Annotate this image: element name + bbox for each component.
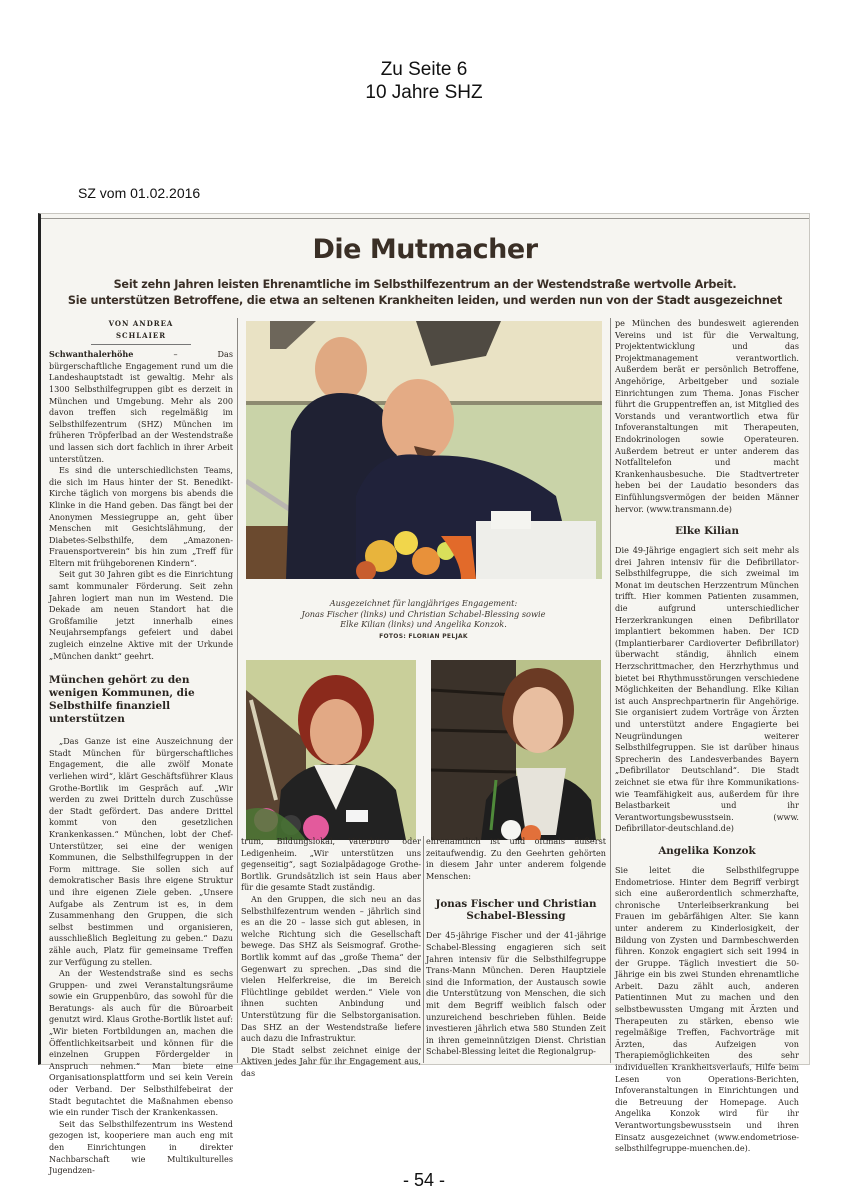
dateline: Schwanthalerhöhe: [49, 349, 134, 360]
caption-line: Ausgezeichnet für langjähriges Engagement:: [329, 598, 518, 608]
column-divider: [423, 836, 424, 1063]
photo-credit: FOTOS: FLORIAN PELJAK: [379, 632, 468, 640]
paragraph: Der 45-jährige Fischer und der 41-jährige Schabel-Blessing engagieren sich seit Jahren intensiv für die Selbsthilfegruppe Trans-Mann München. Deren Hauptziele sind die Information, der Austausch sowie die Unterstützung von Menschen, die sich mit dem Begriff weiblich falsch oder unzureichend beschrieben fühlen. Beide investieren jährlich etwa 580 Stunden Zeit in ihren gemeinnützigen Dienst. Christian Schabel-Blessing leitet die Regionalgrup-: [426, 930, 606, 1057]
article-column-2: [241, 836, 421, 1079]
section-heading-fischer-schabel-blessing: Jonas Fischer und Christian Schabel-Blessing: [435, 898, 597, 923]
page-number: - 54 -: [402, 1170, 445, 1190]
lead-paragraph: Schwanthalerhöhe – Das bürgerschaftliche Engagement rund um die Landeshauptstadt ist gewaltig. Mehr als 1300 Selbsthilfegruppen gibt es derzeit in München und Umgebung. Mehr als 200 davon treffen sich regelmäßig im Selbsthilfezentrum (SHZ) München im früheren Tröpferlbad an der Westendstraße und lassen sich dort fachlich in ihrer Arbeit unterstützen.: [49, 349, 233, 464]
page-header-line2: 10 Jahre SHZ: [365, 82, 483, 103]
article-headline: Die Mutmacher: [312, 234, 538, 265]
article-column-3: [426, 836, 606, 1058]
paragraph: Sie leitet die Selbsthilfegruppe Endometriose. Hinter dem Begriff verbirgt sich eine außerordentlich schmerzhafte, chronische Unterleibserkrankung bei Frauen im gebärfähigen Alter. Sie kann unter anderem zu Kinderlosigkeit, der Bildung von Zysten und Darmbeschwerden führen. Konzok engagiert sich seit 1994 in der Gruppe. Täglich investiert die 50-Jährige ein bis zwei Stunden ehrenamtliche Arbeit. Dazu zählt auch, anderen Patientinnen Mut zu machen und den selbstbewussten Umgang mit Ärzten und Therapeuten zu stärken, ebenso wie regelmäßige Treffen, Fachvorträge mit Ärzten, das Aufzeigen von Therapiemöglichkeiten des sehr individuellen Krankheitsverlaufs, Hilfe beim Lesen von Operations-Berichten, Infoveranstaltungen in Einrichtungen und die Betreuung der Homepage. Auch Angelika Konzok wird für ihr Verantwortungsbewusstsein und ihren Einsatz ausgezeichnet (www.endometriose-selbsthilfegruppe-muenchen.de).: [615, 864, 799, 1154]
article-subhead-line1: Seit zehn Jahren leisten Ehrenamtliche im Selbsthilfezentrum an der Westendstraße wertvolle Arbeit.: [113, 278, 737, 291]
paragraph: „Das Ganze ist eine Auszeichnung der Stadt München für bürgerschaftliches Engagement, die alle zwölf Monate verliehen wird“, klärt Geschäftsführer Klaus Grothe-Bortlik im Gespräch auf. „Wir werden zu zwei Dritteln durch Zuschüsse der Stadt gefördert. Das andere Drittel kommt von den gesetzlichen Krankenkassen.“ München, lobt der Chef-Unterstützer, sei eine der wenigen Kommunen, die Selbsthilfegruppen in der Form mittrage. Sie sollen sich auf demokratischer Basis ihre eigene Struktur und ihre eigenen Ziele geben. „Unsere Aufgabe als Zentrum ist es, in dem Zusammenhang den Gruppen, die sich selbst bestimmen und organisieren, ausschließlich Begleitung zu geben.“ Dazu zähle auch, Platz für gemeinsame Treffen zur Verfügung zu stellen.: [49, 736, 233, 967]
section-heading-angelika-konzok: Angelika Konzok: [658, 844, 756, 857]
newspaper-clipping: [38, 213, 810, 1176]
section-heading-elke-kilian: Elke Kilian: [675, 525, 739, 538]
article-subhead-line2: Sie unterstützen Betroffene, die etwa an seltenen Krankheiten leiden, und werden nun von der Stadt ausgezeichnet: [67, 294, 783, 307]
paragraph: ehrenamtlich ist und oftmals äußerst zeitaufwendig. Zu den Geehrten gehörten in diesem Jahr unter anderem folgende Menschen:: [426, 836, 606, 881]
photo-elke-kilian: [246, 660, 416, 840]
caption-line: Jonas Fischer (links) und Christian Schabel-Blessing sowie: [301, 608, 546, 619]
column-divider: [610, 318, 611, 1063]
paragraph: trum, Bildungslokal, Väterbüro oder Ledigenheim. „Wir unterstützen uns gegenseitig“, sagt Sozialpädagoge Grothe-Bortlik. Grundsätzlich ist sein Haus aber für die gesamte Stadt zuständig.: [241, 836, 421, 893]
paragraph: Es sind die unterschiedlichsten Teams, die sich im Haus hinter der St. Benedikt-Kirche täglich von morgens bis abends die Klinke in die Hand geben. Das fängt bei der Anonymen Messiegruppe an, geht über Menschen mit Gesichtslähmung, der Diabetes-Selbsthilfe, dem „Amazonen-Frauensportverein“ bis hin zum „Treff für Eltern mit frühgeborenen Kindern“.: [49, 465, 233, 568]
article-column-1: [49, 318, 233, 1177]
photo-fischer-schabel-blessing: [246, 321, 602, 579]
paragraph: Die 49-Jährige engagiert sich seit mehr als drei Jahren intensiv für die Defibrillator-Selbsthilfegruppe, die sich zweimal im Monat im deutschen Herzzentrum München trifft. Hier kommen Patienten zusammen, die aufgrund unterschiedlicher Herzerkrankungen einen Defibrillator implantiert bekommen haben. Der ICD (Implantierbarer Cardioverter Defibrillator) überwacht ständig, ähnlich einem Herzschrittmacher, den Herzrhythmus und bietet bei Rhythmusstörungen verschiedene Möglichkeiten der Behandlung. Elke Kilian ist auch Ansprechpartnerin für Angehörige. Sie organisiert zudem Vorträge von Ärzten und unterstützt andere Engagierte bei Neugründungen weiterer Selbsthilfegruppen. Sie ist darüber hinaus Sprecherin des Landesverbandes Bayern „Defibrillator Deutschland“. Die Stadt zeichnet sie etwa für ihre Kommunikations- wie Teamfähigkeit aus, außerdem für ihre Belastbarkeit und ihr Verantwortungsbewusstsein. (www. Defibrillator-deutschland.de): [615, 545, 799, 834]
source-label: SZ vom 01.02.2016: [78, 185, 201, 201]
caption-line: Elke Kilian (links) und Angelika Konzok.: [340, 619, 507, 629]
column-divider: [237, 318, 238, 1063]
paragraph: Seit gut 30 Jahren gibt es die Einrichtung samt kommunaler Förderung. Seit zehn Jahren logiert man nun im Westend. Die Dekade am neuen Standort hat die Großfamilie jetzt innerhalb eines Neujahrsempfangs gefeiert und dabei zugleich einzelne Aktive mit der Urkunde „München dankt“ geehrt.: [49, 569, 233, 661]
photo-caption: [241, 598, 606, 642]
paragraph: Seit das Selbsthilfezentrum ins Westend gezogen ist, kooperiere man auch eng mit den Einrichtungen in direkter Nachbarschaft wie Multikulturelles Jugendzen-: [49, 1118, 233, 1176]
article-subheading: München gehört zu den wenigen Kommunen, die Selbsthilfe finanziell unterstützen: [49, 674, 195, 726]
top-rule: [41, 218, 809, 219]
paragraph: An den Gruppen, die sich neu an das Selbsthilfezentrum wenden – jährlich sind es an die 20 – lasse sich gut ablesen, in welche Richtung sich die Gesellschaft bewege. Das SHZ als Seismograf. Grothe-Bortlik kommt auf das „große Thema“ der Gegenwart zu sprechen. „Das sind die vielen Helferkreise, die im Bereich Flüchtlinge gebildet werden.“ Viele von ihnen suchten Anbindung und Unterstützung für die Selbstorganisation. Das SHZ an der Westendstraße liefere auch dazu die Infrastruktur.: [241, 893, 421, 1044]
paragraph: Die Stadt selbst zeichnet einige der Aktiven jedes Jahr für ihr Engagement aus, das: [241, 1044, 421, 1078]
photo-angelika-konzok: [431, 660, 601, 840]
page-header-line1: Zu Seite 6: [380, 59, 468, 80]
byline: VON ANDREA SCHLAIER: [91, 318, 191, 345]
article-column-4: [615, 318, 799, 1155]
paragraph: pe München des bundesweit agierenden Vereins und ist für die Verwaltung, Projektentwicklung und das Projektmanagement verantwortlich. Außerdem berät er persönlich Betroffene, Angehörige, Arbeitgeber und soziale Einrichtungen zum Thema. Jonas Fischer führt die Gruppentreffen an, ist Mitglied des Vorstands und verantwortlich etwa für Infoveranstaltungen mit Therapeuten, Endokrinologen sowie Operateuren. Außerdem betreut er unter anderem das Notfalltelefon und macht Krankenhausbesuche. Die Stadtvertreter heben bei der Laudatio besonders das Einfühlungsvermögen der beiden Männer hervor. (www.transmann.de): [615, 318, 799, 514]
photo-men-image: [246, 321, 602, 579]
photo-kilian-image: [246, 660, 416, 840]
paragraph: An der Westendstraße sind es sechs Gruppen- und zwei Veranstaltungsräume sowie ein Gruppenbüro, das sowohl für die Beratungs- als auch für die Büroarbeit genutzt wird. Klaus Grothe-Bortlik listet auf: „Wir bieten Fortbildungen an, machen die Öffentlichkeitsarbeit und können für die einzelnen Gruppen Fördergelder in Anspruch nehmen.“ Man biete eine Organisationsplattform und sei kein Verein oder Verband. Der Selbsthilfebeirat der Stadt begutachtet die Maßnahmen ebenso wie ein runder Tisch der Krankenkassen.: [49, 968, 233, 1118]
photo-konzok-image: [431, 660, 601, 840]
